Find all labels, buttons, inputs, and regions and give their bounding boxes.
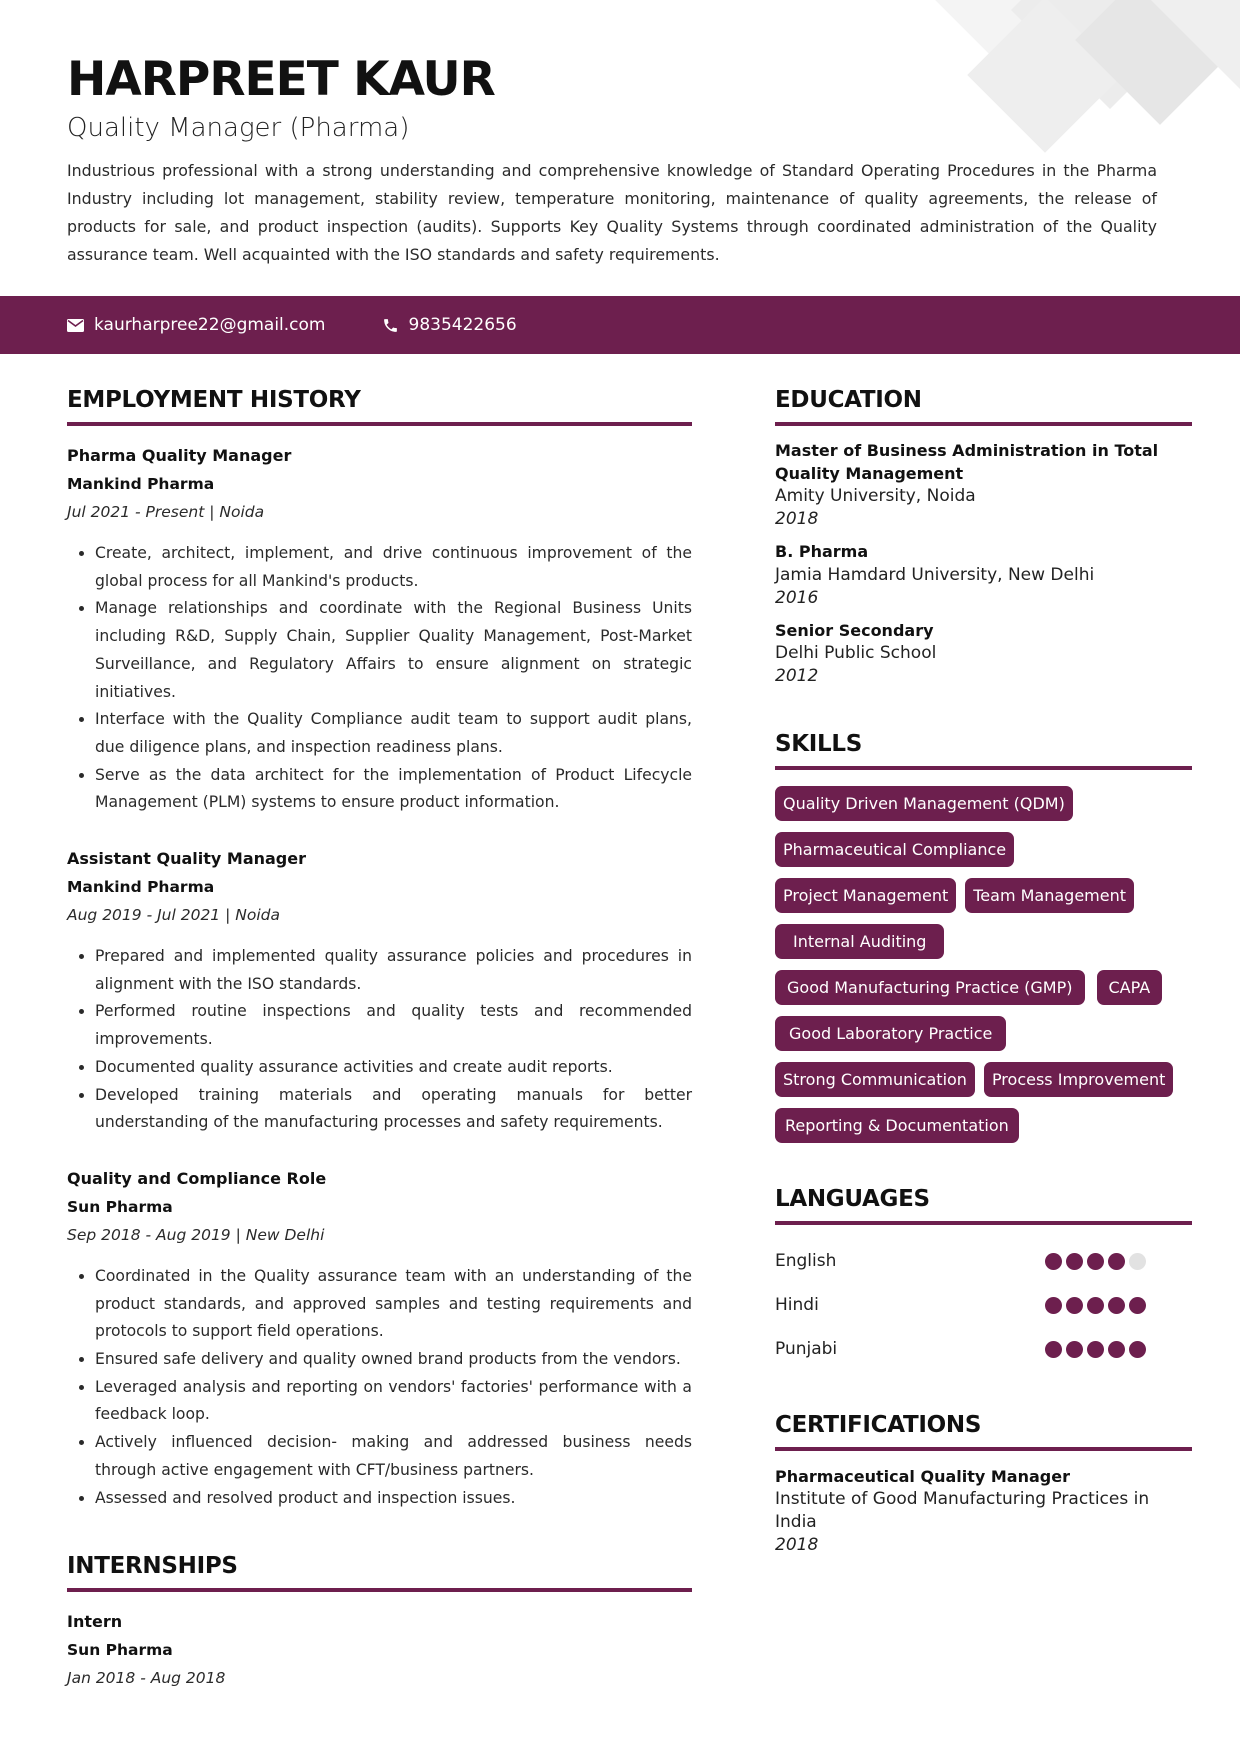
- job-bullet: • Interface with the Quality Compliance audit team to support audit plans, due diligence plans, and inspection readiness plans.: [95, 706, 692, 761]
- resume-header: [67, 52, 1157, 269]
- internship-company: Sun Pharma: [67, 1641, 173, 1660]
- level-dot-filled: [1087, 1341, 1104, 1358]
- contact-bar: [0, 296, 1240, 354]
- job-date: Sep 2018 - Aug 2019 | New Delhi: [67, 1225, 325, 1244]
- education-year: 2016: [775, 587, 819, 608]
- job-bullet: • Prepared and implemented quality assurance policies and procedures in alignment with the ISO standards.: [95, 943, 692, 998]
- education-degree: Senior Secondary: [775, 620, 934, 640]
- level-dot-filled: [1108, 1253, 1125, 1270]
- education-entry: [775, 620, 1192, 689]
- languages-heading: LANGUAGES: [775, 1183, 1192, 1225]
- job-company: Mankind Pharma: [67, 475, 215, 493]
- job-bullet: • Actively influenced decision- making and addressed business needs through active engagement with CFT/business partners.: [95, 1429, 692, 1484]
- job-bullets: [67, 943, 692, 1137]
- language-row: [775, 1239, 1192, 1283]
- internship-entry: [67, 1608, 692, 1692]
- skill-tag: Team Management: [965, 878, 1134, 913]
- job-bullet: • Manage relationships and coordinate with the Regional Business Units including R&D, Supply Chain, Supplier Quality Management, Post-Market Surveillance, and Regulatory Affairs to ensure alignment on strategic initiatives.: [95, 595, 692, 706]
- level-dot-filled: [1066, 1253, 1083, 1270]
- education-entry: [775, 541, 1192, 610]
- language-name: English: [775, 1251, 837, 1271]
- job-bullet: • Leveraged analysis and reporting on vendors' factories' performance with a feedback loop.: [95, 1374, 692, 1429]
- language-level-dots: [1041, 1253, 1146, 1270]
- education-degree: Master of Business Administration in Total Quality Management: [775, 441, 1159, 483]
- skill-tag: Good Manufacturing Practice (GMP): [775, 970, 1085, 1005]
- language-level-dots: [1041, 1297, 1146, 1314]
- job-company: Mankind Pharma: [67, 878, 215, 897]
- skills-heading: SKILLS: [775, 728, 1192, 770]
- skill-tag: Process Improvement: [984, 1062, 1173, 1097]
- certification-name: Pharmaceutical Quality Manager: [775, 1467, 1070, 1486]
- profile-summary: Industrious professional with a strong understanding and comprehensive knowledge of Standard Operating Procedures in the Pharma Industry including lot management, stability review, temperature monitoring, maintenance of quality agreements, the release of products for sale, and product inspection (audits). Supports Key Quality Systems through coordinated administration of the Quality assurance team. Well acquainted with the ISO standards and safety requirements.: [67, 160, 1157, 264]
- language-name: Hindi: [775, 1295, 819, 1315]
- skills-section: [775, 728, 1192, 1143]
- education-year: 2012: [775, 666, 819, 686]
- contact-phone[interactable]: [382, 315, 517, 335]
- right-column: [775, 384, 1192, 1557]
- language-row: [775, 1327, 1192, 1371]
- job-title: Pharma Quality Manager: [67, 446, 292, 465]
- job-bullet: • Coordinated in the Quality assurance team with an understanding of the product standards, and approved samples and testing requirements and protocols to support field operations.: [95, 1263, 692, 1346]
- level-dot-filled: [1087, 1253, 1104, 1270]
- candidate-name: HARPREET KAUR: [67, 52, 495, 107]
- level-dot-filled: [1129, 1297, 1146, 1314]
- level-dot-filled: [1108, 1341, 1125, 1358]
- education-entry: [775, 440, 1192, 531]
- job-bullet: • Performed routine inspections and quality tests and recommended improvements.: [95, 998, 692, 1053]
- education-school: Jamia Hamdard University, New Delhi: [775, 564, 1095, 585]
- skill-tag: Strong Communication: [775, 1062, 975, 1097]
- level-dot-filled: [1129, 1341, 1146, 1358]
- level-dot-empty: [1129, 1253, 1146, 1270]
- job-bullet: • Assessed and resolved product and inspection issues.: [95, 1485, 692, 1513]
- language-row: [775, 1283, 1192, 1327]
- job-bullet: • Serve as the data architect for the implementation of Product Lifecycle Management (PLM) systems to ensure product information.: [95, 762, 692, 817]
- education-school: Delhi Public School: [775, 643, 937, 663]
- level-dot-filled: [1045, 1341, 1062, 1358]
- skill-tag: Pharmaceutical Compliance: [775, 832, 1014, 867]
- phone-icon: [382, 317, 399, 334]
- email-text: kaurharpree22@gmail.com: [94, 315, 326, 335]
- job-bullet: • Documented quality assurance activities and create audit reports.: [95, 1054, 692, 1082]
- job-bullets: [67, 540, 692, 817]
- skills-list: [775, 786, 1192, 1143]
- education-degree: B. Pharma: [775, 542, 869, 561]
- skill-tag: Good Laboratory Practice: [775, 1016, 1006, 1051]
- skill-tag: Internal Auditing: [775, 924, 944, 959]
- level-dot-filled: [1045, 1297, 1062, 1314]
- languages-section: [775, 1183, 1192, 1371]
- job-bullet: • Ensured safe delivery and quality owned brand products from the vendors.: [95, 1346, 692, 1374]
- internship-date: Jan 2018 - Aug 2018: [67, 1669, 226, 1688]
- education-year: 2018: [775, 509, 819, 529]
- internships-section: [67, 1550, 692, 1692]
- level-dot-filled: [1045, 1253, 1062, 1270]
- certifications-section: [775, 1409, 1192, 1557]
- job-bullets: [67, 1263, 692, 1512]
- certifications-heading: CERTIFICATIONS: [775, 1409, 1192, 1451]
- level-dot-filled: [1087, 1297, 1104, 1314]
- skill-tag: Reporting & Documentation: [775, 1108, 1019, 1143]
- job-company: Sun Pharma: [67, 1197, 173, 1216]
- level-dot-filled: [1108, 1297, 1125, 1314]
- certification-year: 2018: [775, 1535, 819, 1555]
- education-heading: EDUCATION: [775, 384, 1192, 426]
- phone-text: 9835422656: [408, 315, 517, 335]
- level-dot-filled: [1066, 1341, 1083, 1358]
- skill-tag: Quality Driven Management (QDM): [775, 786, 1073, 821]
- job-date: Jul 2021 - Present | Noida: [67, 503, 265, 521]
- contact-email[interactable]: [67, 315, 326, 335]
- job-entry: [67, 442, 692, 817]
- job-bullet: • Create, architect, implement, and drive continuous improvement of the global process for all Mankind's products.: [95, 540, 692, 595]
- internships-heading: INTERNSHIPS: [67, 1550, 692, 1592]
- certification-entry: [775, 1465, 1192, 1557]
- skill-tag: CAPA: [1097, 970, 1163, 1005]
- employment-heading: EMPLOYMENT HISTORY: [67, 384, 692, 426]
- job-bullet: • Developed training materials and operating manuals for better understanding of the manufacturing processes and safety requirements.: [95, 1082, 692, 1137]
- left-column: [67, 384, 692, 1692]
- language-level-dots: [1041, 1341, 1146, 1358]
- job-entry: [67, 1165, 692, 1512]
- candidate-title: Quality Manager (Pharma): [67, 113, 410, 144]
- certification-issuer: Institute of Good Manufacturing Practices in India: [775, 1489, 1150, 1532]
- skill-tag: Project Management: [775, 878, 956, 913]
- languages-list: [775, 1239, 1192, 1371]
- language-name: Punjabi: [775, 1339, 838, 1359]
- job-entry: [67, 845, 692, 1137]
- job-title: Quality and Compliance Role: [67, 1168, 327, 1188]
- job-date: Aug 2019 - Jul 2021 | Noida: [67, 906, 280, 925]
- job-title: Assistant Quality Manager: [67, 849, 306, 869]
- internship-title: Intern: [67, 1612, 123, 1632]
- level-dot-filled: [1066, 1297, 1083, 1314]
- envelope-icon: [67, 319, 84, 332]
- education-school: Amity University, Noida: [775, 486, 976, 506]
